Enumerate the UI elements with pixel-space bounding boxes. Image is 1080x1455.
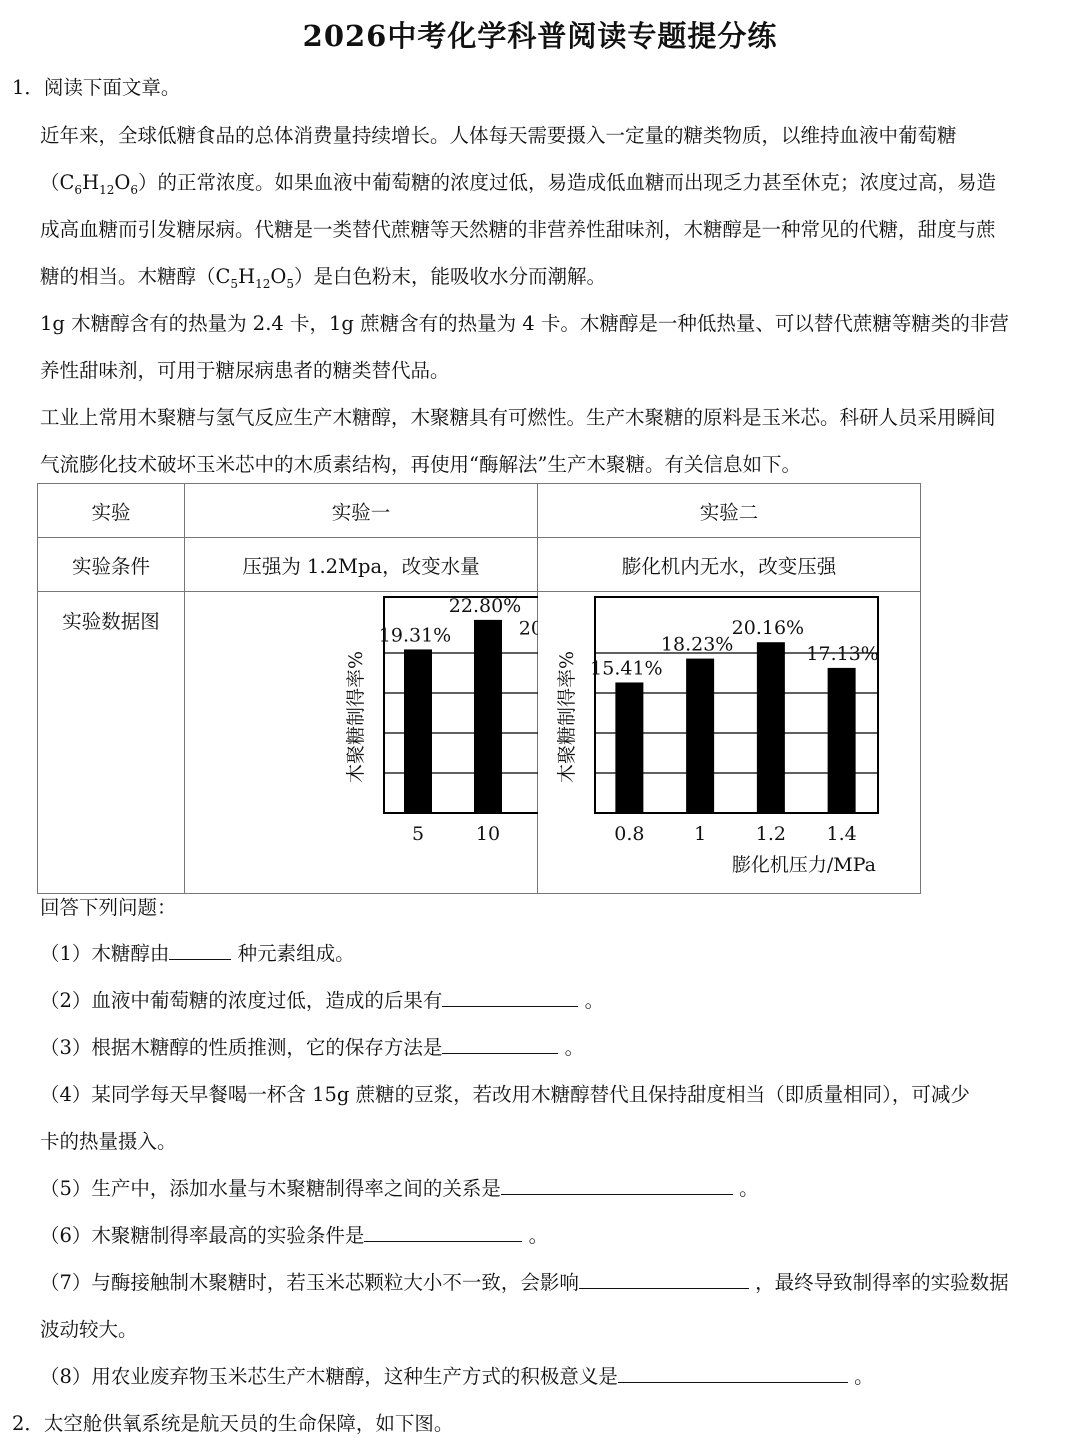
- x-tick-label: 0.8: [614, 823, 645, 845]
- data-label: 18.23%: [660, 633, 734, 656]
- x-tick-label: 1.4: [826, 823, 857, 845]
- experiment-table: [37, 483, 921, 894]
- answer-blank-2[interactable]: [442, 988, 578, 1007]
- sub-question-4-line-2: 卡的热量摄入。: [40, 1130, 177, 1153]
- answer-blank-1[interactable]: [169, 941, 231, 960]
- data-label: 19.31%: [378, 624, 452, 647]
- table-cell-conditions-2: 膨化机内无水，改变压强: [538, 538, 921, 592]
- x-tick-label: 1.2: [755, 823, 786, 845]
- y-axis-label: 木聚糖制得率%: [556, 650, 578, 784]
- table-cell-chart-1: [185, 592, 538, 894]
- table-header-experiment-1: 实验一: [185, 484, 538, 538]
- answer-intro: 回答下列问题：: [40, 896, 177, 919]
- bar-1.2: [757, 642, 785, 813]
- paragraph-1-line-4: 糖的相当。木糖醇$(C_5H_{12}O_5)$是白色粉末，能吸收水分而潮解。: [40, 265, 607, 291]
- answer-blank-6[interactable]: [364, 1223, 522, 1242]
- answer-blank-3[interactable]: [442, 1035, 558, 1054]
- bar-0.8: [615, 682, 643, 813]
- table-header-experiment-2: 实验二: [538, 484, 921, 538]
- paragraph-2-line-1: 1g 木糖醇含有的热量为 2.4 卡，1g 蔗糖含有的热量为 4 卡。木糖醇是一种低热量、可以替代蔗糖等糖类的非营: [40, 312, 1009, 335]
- paragraph-3-line-2: 气流膨化技术破坏玉米芯中的木质素结构，再使用“酶解法”生产木聚糖。有关信息如下。: [40, 453, 801, 476]
- table-label-conditions: 实验条件: [38, 538, 185, 592]
- bar-chart-water: [185, 592, 538, 879]
- paragraph-1-line-2: $(C_6H_{12}O_6)$的正常浓度。如果血液中葡萄糖的浓度过低，易造成低血糖而出现乏力甚至休克；浓度过高，易造: [40, 171, 997, 197]
- answer-blank-5[interactable]: [501, 1176, 733, 1195]
- sub-question-1: （1）木糖醇由 种元素组成。: [40, 942, 355, 965]
- answer-blank-8[interactable]: [618, 1364, 848, 1383]
- y-axis-label: 木聚糖制得率%: [345, 650, 367, 784]
- bar-1.4: [828, 668, 856, 813]
- table-cell-conditions-1: 压强为 1.2Mpa，改变水量: [185, 538, 538, 592]
- sub-question-5: （5）生产中，添加水量与木聚糖制得率之间的关系是 。: [40, 1177, 759, 1200]
- bar-1: [686, 659, 714, 813]
- sub-question-7-line-2: 波动较大。: [40, 1318, 138, 1341]
- question-2-intro: 2．太空舱供氧系统是航天员的生命保障，如下图。: [12, 1412, 454, 1435]
- bar-10: [474, 620, 502, 813]
- paragraph-1-line-1: 近年来，全球低糖食品的总体消费量持续增长。人体每天需要摄入一定量的糖类物质，以维持血液中葡萄糖: [40, 124, 957, 147]
- x-tick-label: 5: [411, 823, 425, 845]
- paragraph-1-line-3: 成高血糖而引发糖尿病。代糖是一类替代蔗糖等天然糖的非营养性甜味剂，木糖醇是一种常见的代糖，甜度与蔗: [40, 218, 996, 241]
- sub-question-2: （2）血液中葡萄糖的浓度过低，造成的后果有 。: [40, 989, 605, 1012]
- sub-question-4-line-1: （4）某同学每天早餐喝一杯含 15g 蔗糖的豆浆，若改用木糖醇替代且保持甜度相当（即质量相同），可减少: [40, 1083, 970, 1106]
- sub-question-7-line-1: （7）与酶接触制木聚糖时，若玉米芯颗粒大小不一致，会影响 ，最终导致制得率的实验数据: [40, 1271, 1009, 1294]
- data-label: 20: [518, 617, 538, 640]
- table-header-experiment: 实验: [38, 484, 185, 538]
- x-axis-label: 膨化机压力/MPa: [731, 854, 876, 876]
- data-label: 22.80%: [448, 594, 522, 617]
- bar-5: [404, 649, 432, 813]
- answer-blank-7[interactable]: [579, 1270, 749, 1289]
- page-title: 2026中考化学科普阅读专题提分练: [302, 19, 778, 53]
- paragraph-3-line-1: 工业上常用木聚糖与氢气反应生产木糖醇，木聚糖具有可燃性。生产木聚糖的原料是玉米芯。科研人员采用瞬间: [40, 406, 996, 429]
- data-label: 20.16%: [731, 617, 805, 640]
- data-label: 15.41%: [590, 657, 663, 680]
- bar-chart-pressure: [538, 592, 921, 879]
- sub-question-6: （6）木聚糖制得率最高的实验条件是 。: [40, 1224, 549, 1247]
- paragraph-2-line-2: 养性甜味剂，可用于糖尿病患者的糖类替代品。: [40, 359, 450, 382]
- x-tick-label: 10: [475, 823, 501, 845]
- sub-question-3: （3）根据木糖醇的性质推测，它的保存方法是 。: [40, 1036, 585, 1059]
- sub-question-8: （8）用农业废弃物玉米芯生产木糖醇，这种生产方式的积极意义是 。: [40, 1365, 874, 1388]
- table-label-data-chart: 实验数据图: [38, 592, 185, 894]
- x-tick-label: 1: [694, 823, 707, 845]
- data-label: 17.13%: [806, 642, 879, 665]
- question-1-intro: 1．阅读下面文章。: [12, 76, 181, 99]
- table-cell-chart-2: [538, 592, 921, 894]
